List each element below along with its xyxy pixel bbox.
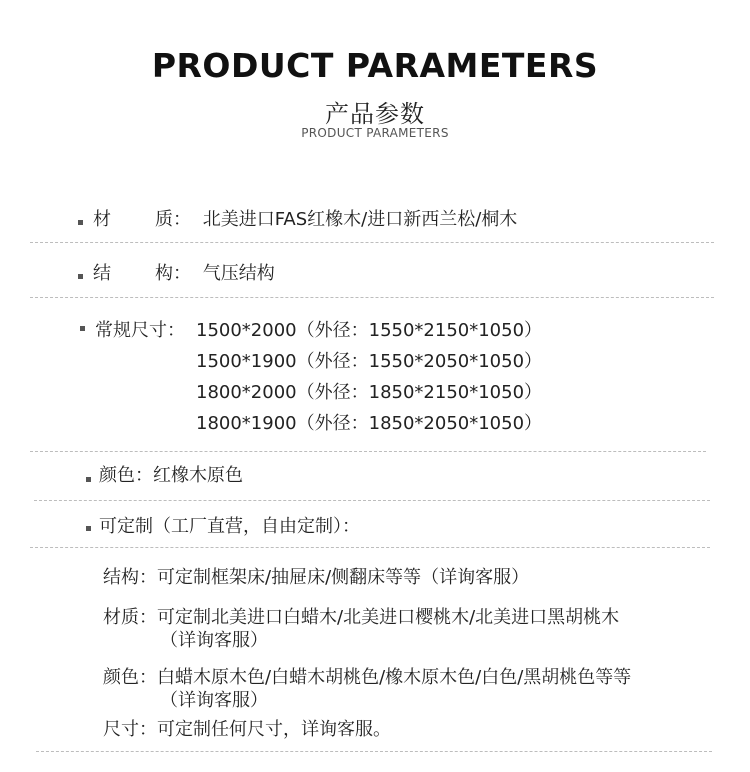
param-material: [93, 208, 517, 232]
bullet-icon: [86, 526, 91, 531]
custom-label: 材质：: [103, 607, 157, 628]
size-line: 1500*1900（外径：1550*2050*1050）: [196, 351, 543, 372]
custom-material-note: （详询客服）: [160, 630, 268, 651]
divider: [30, 297, 714, 298]
divider: [30, 547, 710, 548]
bullet-icon: [80, 326, 85, 331]
custom-size: [103, 718, 391, 742]
custom-material: [103, 606, 619, 630]
param-value: 气压结构: [202, 263, 275, 284]
custom-value: 可定制北美进口白蜡木/北美进口樱桃木/北美进口黑胡桃木: [157, 607, 620, 628]
param-label: 构：: [155, 263, 191, 284]
custom-label: 尺寸：: [103, 719, 157, 740]
param-color: 颜色：红橡木原色: [99, 465, 243, 486]
param-sizes-label: 常规尺寸：: [95, 320, 185, 341]
param-custom: 可定制（工厂直营，自由定制）：: [99, 516, 360, 537]
divider: [30, 451, 706, 452]
param-label: 材: [93, 209, 111, 230]
size-line: 1500*2000（外径：1550*2150*1050）: [196, 320, 543, 341]
custom-label: 颜色：: [103, 667, 157, 688]
page-subtitle: PRODUCT PARAMETERS: [301, 126, 449, 140]
size-line: 1800*1900（外径：1850*2050*1050）: [196, 413, 543, 434]
size-line: 1800*2000（外径：1850*2150*1050）: [196, 382, 543, 403]
param-structure: [93, 262, 275, 286]
custom-color-note: （详询客服）: [160, 690, 268, 711]
bullet-icon: [86, 477, 91, 482]
divider: [34, 500, 710, 501]
bullet-icon: [78, 274, 83, 279]
custom-label: 结构：: [103, 567, 157, 588]
custom-value: 可定制框架床/抽屉床/侧翻床等等（详询客服）: [157, 567, 530, 588]
divider: [36, 751, 712, 752]
page-title-en: PRODUCT PARAMETERS: [151, 46, 599, 85]
divider: [30, 242, 714, 243]
param-label: 质：: [155, 209, 191, 230]
param-value: 北美进口FAS红橡木/进口新西兰松/桐木: [202, 209, 518, 230]
bullet-icon: [78, 220, 83, 225]
custom-structure: [103, 566, 529, 590]
custom-value: 白蜡木原木色/白蜡木胡桃色/橡木原木色/白色/黑胡桃色等等: [157, 667, 632, 688]
custom-color: [103, 666, 631, 690]
param-label: 结: [93, 263, 111, 284]
custom-value: 可定制任何尺寸，详询客服。: [157, 719, 391, 740]
page-title-cn: 产品参数: [325, 100, 425, 128]
